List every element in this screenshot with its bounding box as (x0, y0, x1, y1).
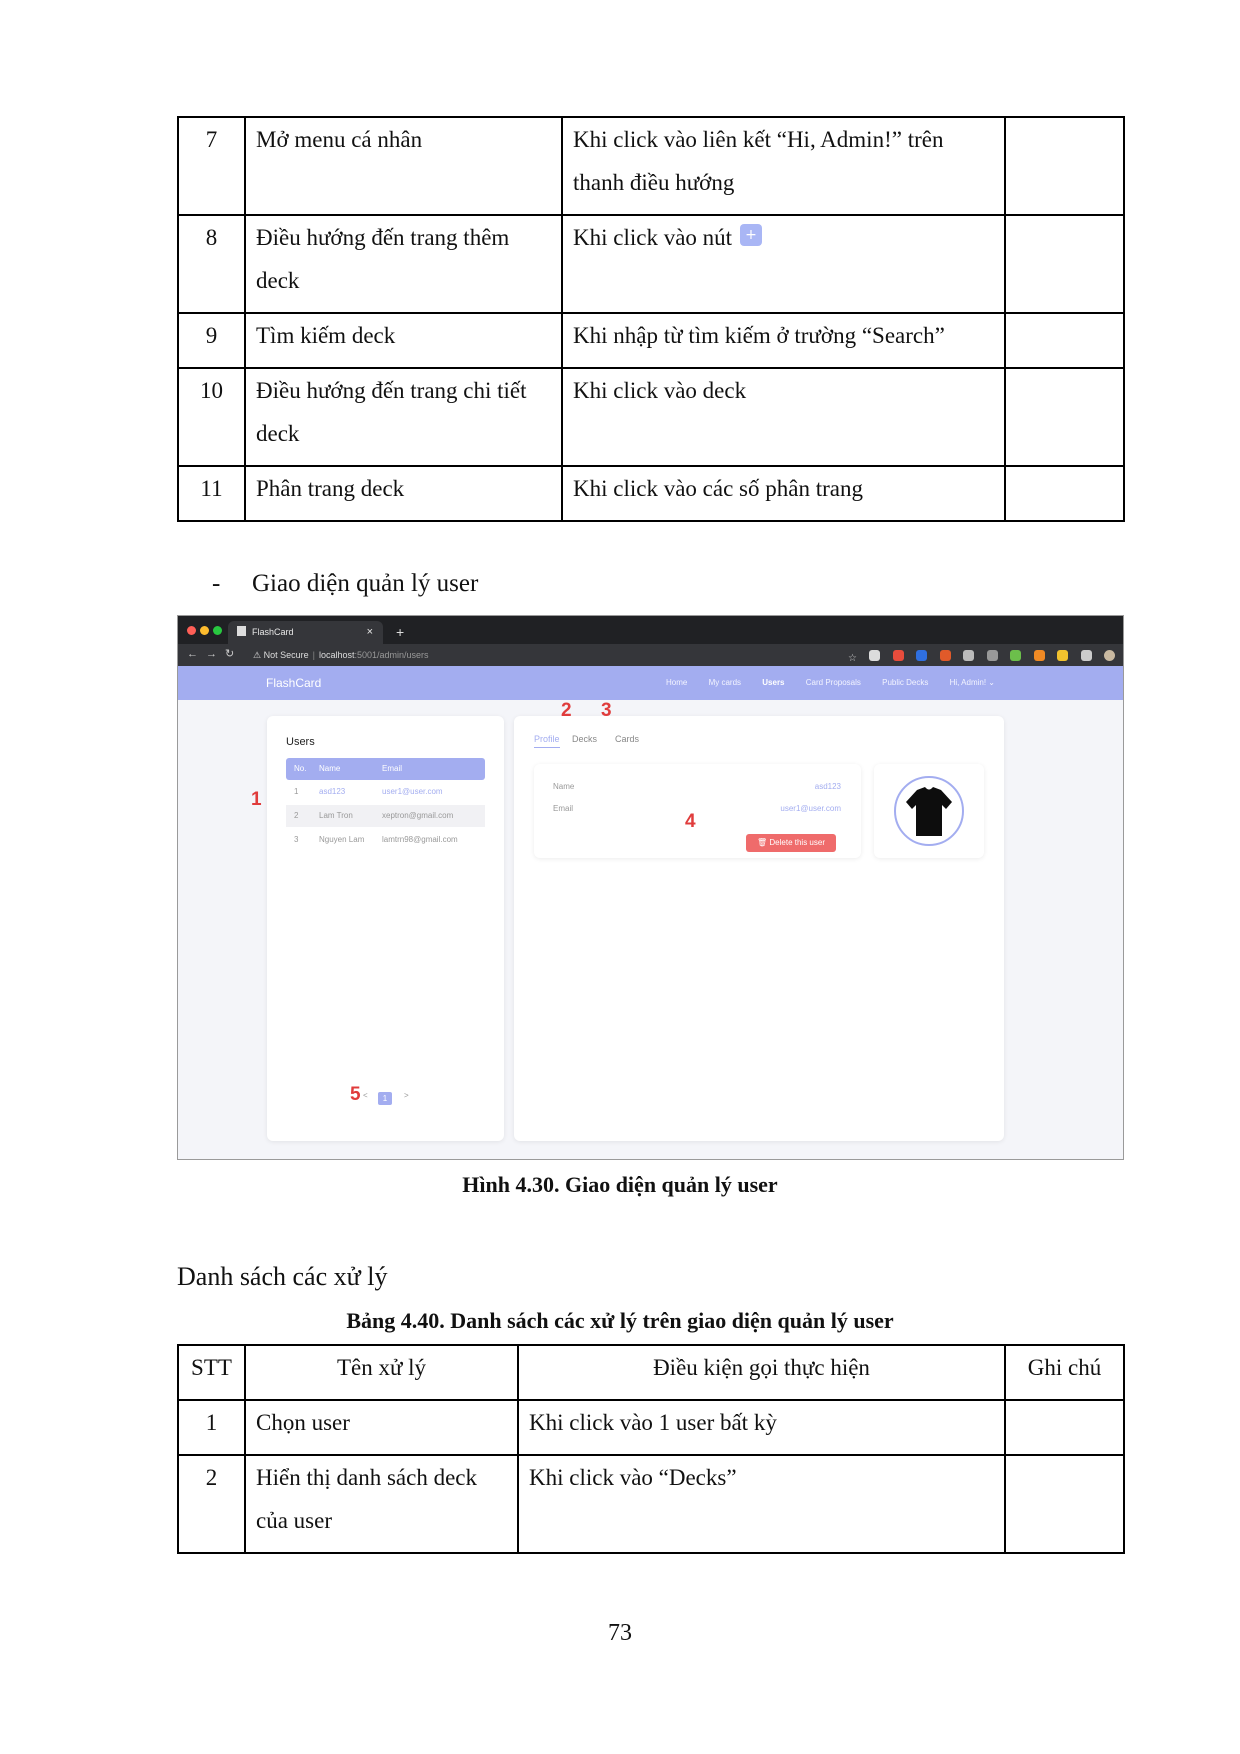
marker-1: 1 (251, 789, 262, 810)
process-name: Mở menu cá nhân (245, 117, 562, 215)
process-name: Phân trang deck (245, 466, 562, 521)
marker-4: 4 (685, 811, 696, 832)
name-value: asd123 (814, 782, 841, 791)
tab-profile: Profile (534, 734, 560, 748)
process-condition: Khi click vào các số phân trang (562, 466, 1005, 521)
table-row (286, 805, 485, 827)
star-icon: ☆ (848, 653, 858, 664)
browser-address-bar (178, 644, 1123, 666)
extension-icon (1081, 650, 1092, 661)
process-name: Chọn user (245, 1400, 518, 1455)
figure-caption: Hình 4.30. Giao diện quản lý user (462, 1172, 778, 1197)
process-note (1005, 368, 1124, 466)
email-value: user1@user.com (780, 804, 841, 813)
process-name: Điều hướng đến trang chi tiết deck (245, 368, 562, 466)
row-number: 1 (178, 1400, 245, 1455)
header-email: Email (382, 764, 403, 773)
header-no: No. (294, 764, 307, 773)
extension-icon (893, 650, 904, 661)
row-number: 2 (178, 1455, 245, 1553)
app-navbar (178, 666, 1123, 700)
process-note (1005, 466, 1124, 521)
user-name: Nguyen Lam (319, 835, 365, 844)
window-close-dot (187, 626, 196, 635)
extension-icon (1034, 650, 1045, 661)
nav-card-proposals: Card Proposals (805, 678, 861, 687)
marker-2: 2 (561, 700, 572, 721)
process-note (1005, 1455, 1124, 1553)
table-row (178, 117, 1124, 215)
new-tab-icon: + (396, 624, 405, 640)
extension-icon (916, 650, 927, 661)
plus-icon: + (740, 224, 762, 246)
process-name: Tìm kiếm deck (245, 313, 562, 368)
browser-tab (228, 621, 383, 644)
marker-5: 5 (350, 1084, 361, 1105)
extension-icon (1010, 650, 1021, 661)
tab-decks: Decks (572, 734, 598, 744)
user-no: 2 (294, 811, 299, 820)
url-field: ⚠ Not Secure | localhost:5001/admin/users (253, 650, 429, 660)
table-row (178, 1400, 1124, 1455)
avatar-card (874, 764, 984, 858)
header-name: Tên xử lý (245, 1345, 518, 1400)
window-maximize-dot (213, 626, 222, 635)
process-condition: Khi nhập từ tìm kiếm ở trường “Search” (562, 313, 1005, 368)
table-row (286, 829, 485, 851)
browser-nav-icons: ←→↻ (187, 648, 243, 660)
brand-logo: FlashCard (266, 676, 322, 690)
name-label: Name (553, 782, 575, 791)
table-header-row (178, 1345, 1124, 1400)
section-bullet (212, 570, 478, 598)
user-email: user1@user.com (382, 787, 443, 796)
nav-home: Home (666, 678, 688, 687)
table-caption: Bảng 4.40. Danh sách các xử lý trên giao diện quản lý user (346, 1308, 894, 1333)
page-number: 73 (608, 1620, 632, 1646)
url-path: :5001/admin/users (354, 650, 429, 660)
process-condition-text: Khi click vào nút (573, 225, 733, 250)
row-number: 9 (178, 313, 245, 368)
table-row (178, 466, 1124, 521)
process-condition (562, 215, 1005, 313)
process-note (1005, 117, 1124, 215)
row-number: 10 (178, 368, 245, 466)
table-row (178, 368, 1124, 466)
process-condition: Khi click vào liên kết “Hi, Admin!” trên thanh điều hướng (562, 117, 1005, 215)
browser-titlebar (178, 616, 1123, 644)
processing-table (177, 1344, 1125, 1554)
pager-prev: < (363, 1091, 368, 1100)
page-icon (237, 626, 246, 636)
extension-icon (987, 650, 998, 661)
pager-next: > (404, 1091, 409, 1100)
process-note (1005, 313, 1124, 368)
process-condition: Khi click vào deck (562, 368, 1005, 466)
url-host: localhost (318, 650, 355, 660)
extension-icon (940, 650, 951, 661)
nav-my-cards: My cards (708, 678, 742, 687)
row-number: 8 (178, 215, 245, 313)
table-row (178, 1455, 1124, 1553)
process-name: Điều hướng đến trang thêm deck (245, 215, 562, 313)
window-minimize-dot (200, 626, 209, 635)
close-icon: × (366, 626, 373, 638)
tab-cards: Cards (615, 734, 640, 744)
header-name: Name (319, 764, 341, 773)
nav-public-decks: Public Decks (882, 678, 929, 687)
pager-page: 1 (378, 1092, 392, 1105)
process-note (1005, 1400, 1124, 1455)
profile-card (534, 764, 861, 858)
process-condition: Khi click vào 1 user bất kỳ (518, 1400, 1005, 1455)
header-stt: STT (178, 1345, 245, 1400)
table-row (286, 781, 485, 803)
table-row (178, 313, 1124, 368)
extension-icon (869, 650, 880, 661)
row-number: 11 (178, 466, 245, 521)
avatar (1104, 650, 1115, 661)
user-name: asd123 (319, 787, 346, 796)
paragraph-heading: Danh sách các xử lý (177, 1262, 388, 1291)
table-row (178, 215, 1124, 313)
bullet-dash: - (212, 570, 221, 597)
nav-menu (666, 678, 1014, 687)
process-condition: Khi click vào “Decks” (518, 1455, 1005, 1553)
process-note (1005, 215, 1124, 313)
header-note: Ghi chú (1005, 1345, 1124, 1400)
user-management-screenshot (177, 615, 1124, 1160)
extension-icon (963, 650, 974, 661)
tab-title: FlashCard (252, 627, 294, 637)
bullet-text: Giao diện quản lý user (252, 570, 479, 597)
extension-icon (1057, 650, 1068, 661)
url-security: Not Secure (263, 650, 309, 660)
warning-icon: ⚠ (253, 650, 262, 660)
user-email: lamtrn98@gmail.com (382, 835, 458, 844)
users-panel (267, 716, 504, 1141)
users-title: Users (286, 736, 315, 748)
nav-user-menu: Hi, Admin! ⌄ (949, 678, 995, 687)
extension-icons (840, 648, 1115, 666)
users-table-header (286, 758, 485, 780)
tshirt-avatar (874, 764, 984, 858)
user-no: 1 (294, 787, 299, 796)
nav-users: Users (762, 678, 785, 687)
marker-3: 3 (601, 700, 612, 721)
processing-table-continued (177, 116, 1125, 522)
email-label: Email (553, 804, 574, 813)
process-name: Hiển thị danh sách deck của user (245, 1455, 518, 1553)
user-email: xeptron@gmail.com (382, 811, 454, 820)
header-condition: Điều kiện gọi thực hiện (518, 1345, 1005, 1400)
user-no: 3 (294, 835, 299, 844)
delete-user-button: 🗑 Delete this user (746, 834, 836, 852)
row-number: 7 (178, 117, 245, 215)
user-name: Lam Tron (319, 811, 353, 820)
